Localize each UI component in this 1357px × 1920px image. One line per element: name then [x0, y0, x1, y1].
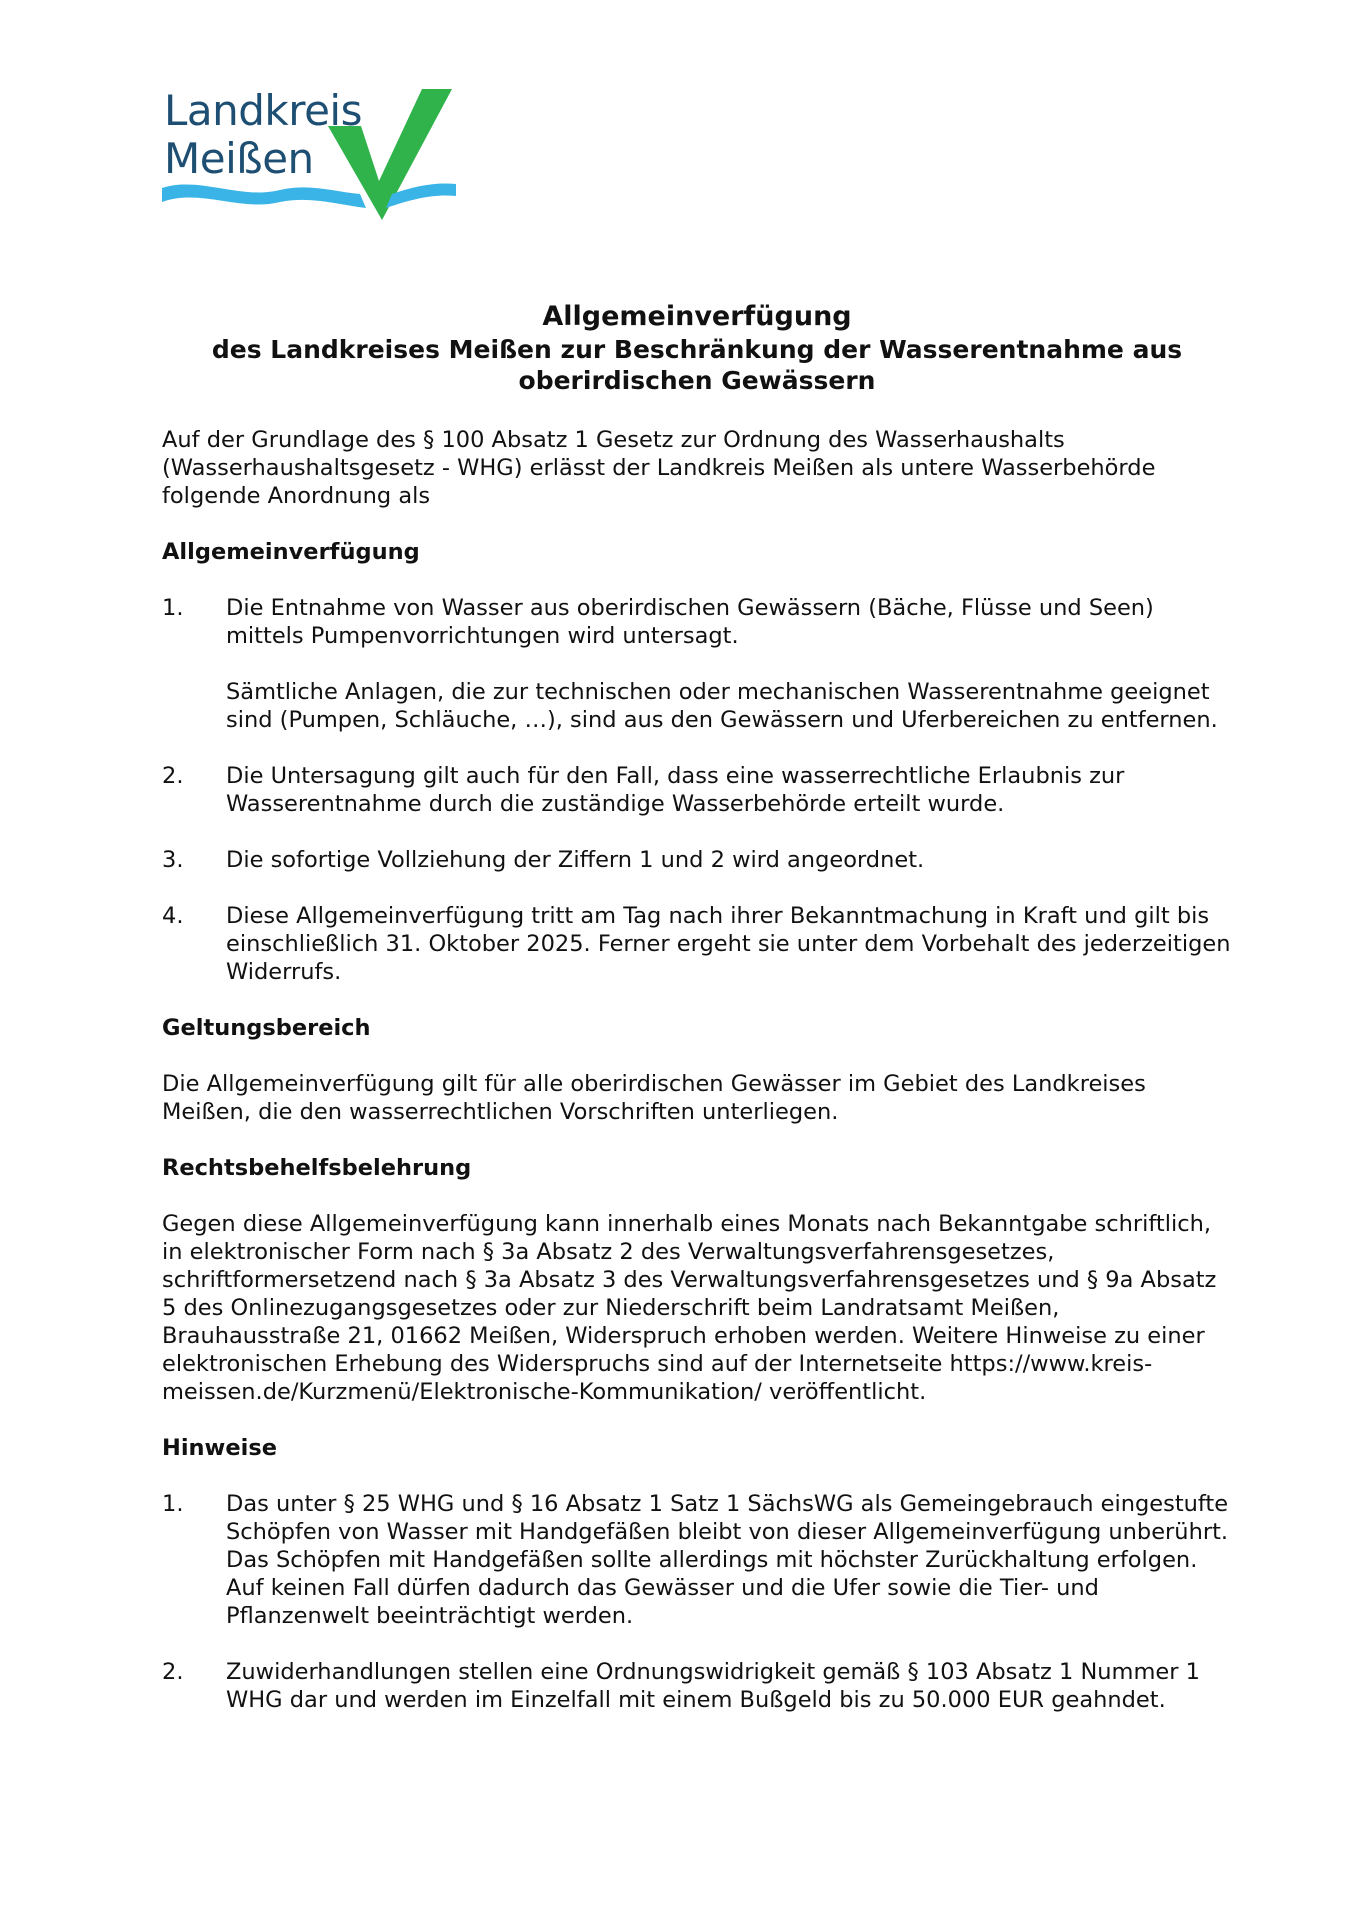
- logo-wave-icon: [162, 185, 366, 208]
- heading-geltungsbereich: Geltungsbereich: [162, 1015, 371, 1041]
- item-text: Die sofortige Vollziehung der Ziffern 1 und 2 wird angeordnet.: [226, 847, 925, 873]
- item-number: 4.: [162, 903, 184, 929]
- item-number: 1.: [162, 1491, 184, 1517]
- item-number: 3.: [162, 847, 184, 873]
- item-text: Die Untersagung gilt auch für den Fall, dass eine wasserrechtliche Erlaubnis zur Wasserentnahme durch die zuständige Wasserbehörde erteilt wurde.: [226, 763, 1125, 817]
- item-text: Die Entnahme von Wasser aus oberirdischen Gewässern (Bäche, Flüsse und Seen) mittels Pumpenvorrichtungen wird untersagt.: [226, 595, 1154, 649]
- logo-text-line2: Meißen: [164, 134, 314, 183]
- heading-rechtsbehelfsbelehrung: Rechtsbehelfsbelehrung: [162, 1155, 472, 1181]
- title-line2: des Landkreises Meißen zur Beschränkung der Wasserentnahme aus: [211, 335, 1183, 364]
- rechtsbehelf-text: Gegen diese Allgemeinverfügung kann innerhalb eines Monats nach Bekanntgabe schriftlich, in elektronischer Form nach § 3a Absatz 2 des Verwaltungsverfahrensgesetzes, schriftformersetzend nach § 3a Absatz 3 des Verwaltungsverfahrensgesetzes und § 9a Absatz 5 des Onlinezugangsgesetzes oder zur Niederschrift beim Landratsamt Meißen, Brauhausstraße 21, 01662 Meißen, Widerspruch erhoben werden. Weitere Hinweise zu einer elektronischen Erhebung des Widerspruchs sind auf der Internetseite https://www.kreis-meissen.de/Kurzmenü/Elektronische-Kommunikation/ veröffentlicht.: [162, 1211, 1217, 1405]
- item-number: 1.: [162, 595, 184, 621]
- title-line3: oberirdischen Gewässern: [518, 366, 876, 395]
- heading-allgemeinverfuegung: Allgemeinverfügung: [162, 539, 420, 565]
- item-text-2: Sämtliche Anlagen, die zur technischen oder mechanischen Wasserentnahme geeignet sind (Pumpen, Schläuche, …), sind aus den Gewässern und Uferbereichen zu entfernen.: [226, 679, 1218, 733]
- item-text: Zuwiderhandlungen stellen eine Ordnungswidrigkeit gemäß § 103 Absatz 1 Nummer 1 WHG dar und werden im Einzelfall mit einem Bußgeld bis zu 50.000 EUR geahndet.: [226, 1659, 1200, 1713]
- list-item: [162, 1658, 1232, 1714]
- intro-paragraph: Auf der Grundlage des § 100 Absatz 1 Gesetz zur Ordnung des Wasserhaushalts (Wasserhaushaltsgesetz - WHG) erlässt der Landkreis Meißen als untere Wasserbehörde folgende Anordnung als: [162, 427, 1156, 509]
- logo-text-line1: Landkreis: [164, 86, 362, 135]
- heading-hinweise: Hinweise: [162, 1435, 277, 1461]
- item-text: Diese Allgemeinverfügung tritt am Tag nach ihrer Bekanntmachung in Kraft und gilt bis einschließlich 31. Oktober 2025. Ferner ergeht sie unter dem Vorbehalt des jederzeitigen Widerrufs.: [226, 903, 1231, 985]
- logo: [160, 88, 460, 223]
- title-line1: Allgemeinverfügung: [542, 301, 852, 332]
- item-text: Das unter § 25 WHG und § 16 Absatz 1 Satz 1 SächsWG als Gemeingebrauch eingestufte Schöpfen von Wasser mit Handgefäßen bleibt von dieser Allgemeinverfügung unberührt. Das Schöpfen mit Handgefäßen sollte allerdings mit höchster Zurückhaltung erfolgen. Auf keinen Fall dürfen dadurch das Gewässer und die Ufer sowie die Tier- und Pflanzenwelt beeinträchtigt werden.: [226, 1491, 1229, 1629]
- item-number: 2.: [162, 1659, 184, 1685]
- document: [162, 300, 1232, 1742]
- list-item: [162, 594, 1232, 734]
- item-number: 2.: [162, 763, 184, 789]
- list-item: [162, 902, 1232, 986]
- document-title: [162, 300, 1232, 396]
- geltungsbereich-text: Die Allgemeinverfügung gilt für alle oberirdischen Gewässer im Gebiet des Landkreises Meißen, die den wasserrechtlichen Vorschriften unterliegen.: [162, 1071, 1146, 1125]
- list-item: [162, 1490, 1232, 1630]
- list-item: [162, 846, 1232, 874]
- list-item: [162, 762, 1232, 818]
